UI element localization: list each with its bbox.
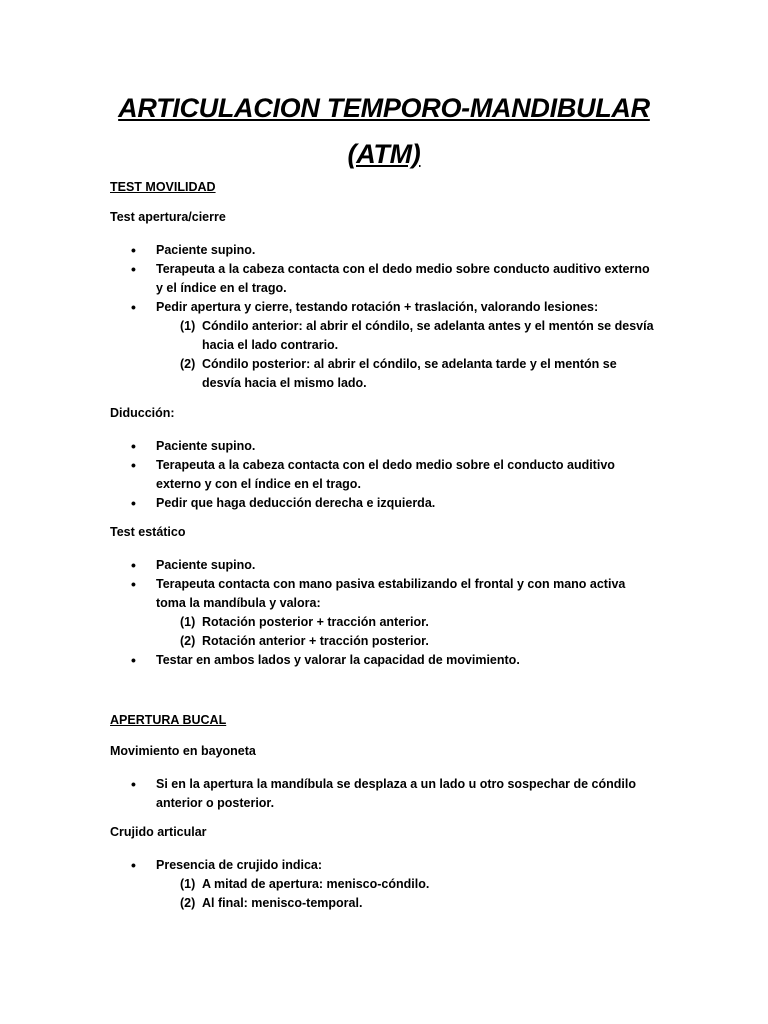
group-crujido [110,825,658,839]
item-number: (2) [180,357,196,371]
section-heading: APERTURA BUCAL [110,713,227,727]
group-movimiento-bayoneta [110,744,658,758]
bullet-item: • Si en la apertura la mandíbula se desplaza a un lado u otro sospechar de cóndilo anterior o posterior. [110,775,658,813]
list-test-estatico [110,556,658,670]
numbered-item [110,875,658,894]
numbered-item [110,317,658,355]
bullet-item: • Pedir que haga deducción derecha e izquierda. [110,494,658,513]
bullet-item: • Terapeuta contacta con mano pasiva estabilizando el frontal y con mano activa toma la mandíbula y valora: [110,575,658,613]
bullet-item: • Terapeuta a la cabeza contacta con el dedo medio sobre conducto auditivo externo y el índice en el trago. [110,260,658,298]
item-text: Rotación posterior + tracción anterior. [202,615,429,629]
bullet-item: • Pedir apertura y cierre, testando rotación + traslación, valorando lesiones: [110,298,658,317]
bullet-item: • Terapeuta a la cabeza contacta con el dedo medio sobre el conducto auditivo externo y con el índice en el trago. [110,456,658,494]
item-text: A mitad de apertura: menisco-cóndilo. [202,877,430,891]
item-number: (1) [180,877,196,891]
subsection-heading: Test estático [110,525,186,539]
bullet-item: • Paciente supino. [110,437,658,456]
subsection-heading: Diducción: [110,406,175,420]
list-movimiento-bayoneta [110,775,658,813]
section-test-movilidad [110,180,658,194]
bullet-item: • Presencia de crujido indica: [110,856,658,875]
bullet-item: • Paciente supino. [110,241,658,260]
item-text: Al final: menisco-temporal. [202,896,363,910]
bullet-item: • Paciente supino. [110,556,658,575]
bullet-item: • Testar en ambos lados y valorar la capacidad de movimiento. [110,651,658,670]
document-title-line1: ARTICULACION TEMPORO-MANDIBULAR [118,93,650,123]
item-text: Rotación anterior + tracción posterior. [202,634,429,648]
section-apertura-bucal [110,713,658,727]
subsection-heading: Test apertura/cierre [110,210,226,224]
list-diduccion [110,437,658,513]
item-number: (2) [180,896,196,910]
item-text: Cóndilo anterior: al abrir el cóndilo, se adelanta antes y el mentón se desvía hacia el lado contrario. [202,319,654,352]
list-crujido [110,856,658,913]
item-text: Cóndilo posterior: al abrir el cóndilo, se adelanta tarde y el mentón se desvía hacia el mismo lado. [202,357,617,390]
item-number: (2) [180,634,196,648]
group-test-estatico [110,525,658,539]
numbered-item [110,632,658,651]
section-heading: TEST MOVILIDAD [110,180,216,194]
numbered-item [110,894,658,913]
subsection-heading: Crujido articular [110,825,207,839]
group-test-apertura [110,210,658,224]
document-title-line2: (ATM) [347,139,421,169]
item-number: (1) [180,319,196,333]
item-number: (1) [180,615,196,629]
subsection-heading: Movimiento en bayoneta [110,744,256,758]
numbered-item [110,355,658,393]
group-diduccion [110,406,658,420]
numbered-item [110,613,658,632]
list-test-apertura [110,241,658,393]
